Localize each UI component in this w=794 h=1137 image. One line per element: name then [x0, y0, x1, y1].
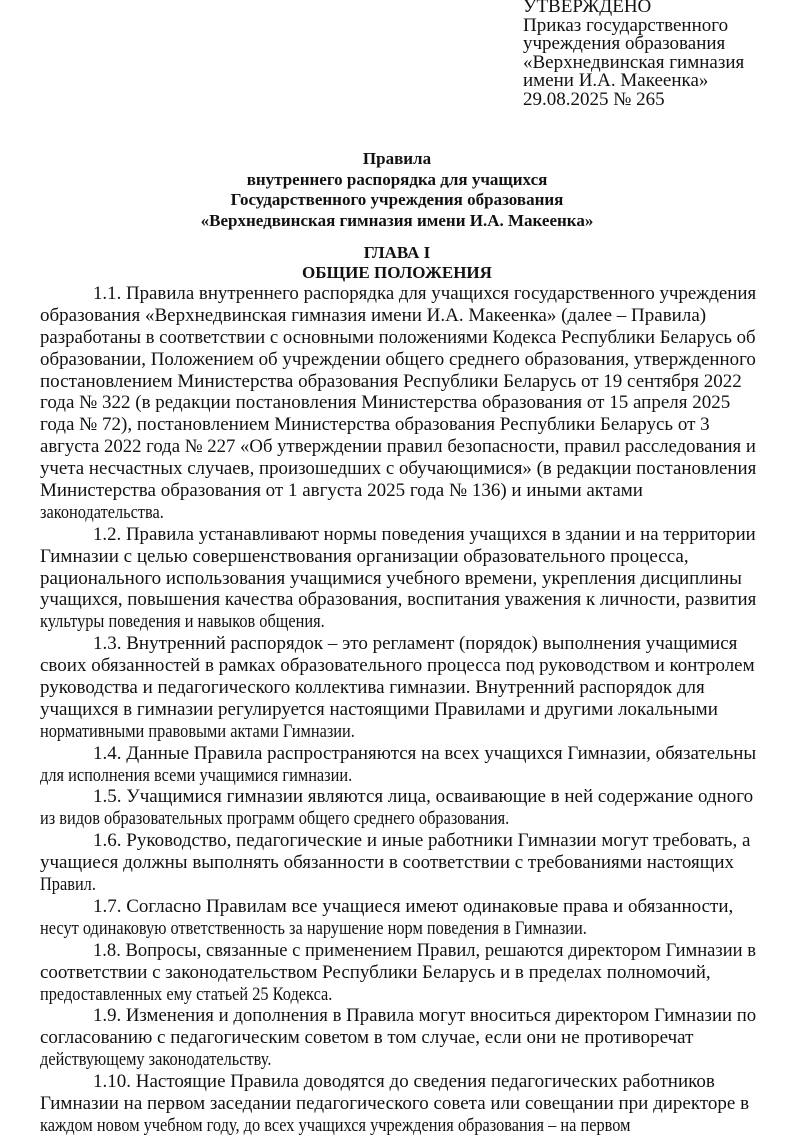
text-line: [40, 589, 756, 611]
approval-line: имени И.А. Макеенка»: [523, 70, 709, 91]
text-line: [40, 349, 756, 371]
text-line: [40, 918, 756, 940]
text-line: [40, 1005, 756, 1027]
paragraph: [40, 283, 756, 524]
text-line: [40, 1093, 756, 1115]
title-line: внутреннего распорядка для учащихся: [246, 169, 548, 189]
text-line-content: года № 72), постановлением Министерства образования Республики Беларусь от 3: [40, 414, 710, 436]
text-line: [40, 568, 756, 590]
text-line-content: согласованию с педагогическим советом в том случае, если они не противоречат: [40, 1027, 694, 1049]
text-line-content: 1.7. Согласно Правилам все учащиеся имеют одинаковые права и обязанности,: [93, 895, 734, 917]
paragraph: [40, 940, 756, 1006]
text-line: [40, 611, 756, 633]
text-line: [40, 327, 756, 349]
text-line-content: Правил.: [40, 874, 96, 896]
text-line: [40, 765, 756, 787]
text-line-content: разработаны в соответствии с основными положениями Кодекса Республики Беларусь об: [40, 326, 756, 348]
paragraph: [40, 830, 756, 896]
text-line: [40, 283, 756, 305]
text-line-content: предоставленных ему статьей 25 Кодекса.: [40, 983, 333, 1005]
approval-stamp: [523, 0, 744, 109]
text-line: [40, 1049, 756, 1071]
text-line: [40, 458, 756, 480]
text-line-content: 1.5. Учащимися гимназии являются лица, осваивающие в ней содержание одного: [93, 786, 754, 808]
chapter-name: ОБЩИЕ ПОЛОЖЕНИЯ: [302, 263, 492, 282]
text-line-content: 1.10. Настоящие Правила доводятся до сведения педагогических работников: [93, 1071, 715, 1093]
text-line: [40, 655, 756, 677]
text-line: [40, 524, 756, 546]
text-line: [40, 984, 756, 1006]
text-line: [40, 896, 756, 918]
text-line-content: несут одинаковую ответственность за нарушение норм поведения в Гимназии.: [40, 917, 587, 939]
text-line: [40, 808, 756, 830]
text-line: [40, 305, 756, 327]
text-line-content: для исполнения всеми учащимися гимназии.: [40, 764, 353, 786]
text-line: [40, 743, 756, 765]
approval-line: 29.08.2025 № 265: [523, 88, 665, 110]
chapter-heading: [0, 243, 794, 283]
paragraph: [40, 633, 756, 742]
text-line-content: 1.4. Данные Правила распространяются на всех учащихся Гимназии, обязательны: [93, 742, 757, 764]
text-line-content: культуры поведения и навыков общения.: [40, 611, 325, 633]
text-line-content: законодательства.: [40, 501, 164, 523]
text-line: [40, 1027, 756, 1049]
text-line-content: учащихся в гимназии регулируется настоящими Правилами и другими локальными: [40, 698, 718, 720]
title-line: Правила: [362, 149, 432, 168]
text-line-content: Гимназии с целью совершенствования организации образовательного процесса,: [40, 545, 689, 567]
text-line-content: постановлением Министерства образования Республики Беларусь от 19 сентября 2022: [40, 370, 742, 392]
text-line: [40, 677, 756, 699]
text-line-content: Министерства образования от 1 августа 2025 года № 136) и иными актами: [40, 480, 643, 502]
text-line-content: образования «Верхнедвинская гимназия имени И.А. Макеенка» (далее – Правила): [40, 304, 707, 326]
text-line-content: года № 322 (в редакции постановления Министерства образования от 15 апреля 2025: [40, 392, 731, 414]
text-line-content: рационального использования учащимися учебного времени, укрепления дисциплины: [40, 567, 742, 589]
text-line: [40, 830, 756, 852]
paragraph: [40, 896, 756, 940]
text-line-content: августа 2022 года № 227 «Об утверждении правил безопасности, правил расследования и: [40, 436, 756, 458]
text-line-content: 1.9. Изменения и дополнения в Правила могут вноситься директором Гимназии по: [93, 1005, 757, 1027]
text-line: [40, 786, 756, 808]
text-line-content: Гимназии на первом заседании педагогического совета или совещании при директоре в: [40, 1092, 750, 1114]
text-line-content: учета несчастных случаев, произошедших с обучающимися» (в редакции постановления: [40, 458, 757, 480]
text-line-content: руководства и педагогического коллектива гимназии. Внутренний распорядок для: [40, 677, 705, 699]
text-line: [40, 852, 756, 874]
title-line: «Верхнедвинская гимназия имени И.А. Макеенка»: [200, 210, 594, 230]
text-line-content: 1.8. Вопросы, связанные с применением Правил, решаются директором Гимназии в: [93, 939, 756, 961]
document-title: [0, 149, 794, 231]
text-line-content: своих обязанностей в рамках образовательного процесса под руководством и контролем: [40, 655, 755, 677]
text-line: [40, 371, 756, 393]
text-line-content: 1.1. Правила внутреннего распорядка для учащихся государственного учреждения: [93, 283, 757, 304]
paragraph: [40, 1071, 756, 1137]
text-line: [40, 699, 756, 721]
text-line-content: из видов образовательных программ общего среднего образования.: [40, 808, 510, 830]
chapter-number: ГЛАВА I: [363, 243, 431, 262]
paragraph: [40, 786, 756, 830]
text-line-content: соответствии с законодательством Республики Беларусь и в пределах полномочий,: [40, 961, 711, 983]
approval-line: «Верхнедвинская гимназия: [523, 51, 745, 73]
text-line: [40, 546, 756, 568]
text-line-content: нормативными правовыми актами Гимназии.: [40, 720, 355, 742]
paragraph: [40, 743, 756, 787]
text-line: [40, 414, 756, 436]
text-line: [40, 874, 756, 896]
paragraph: [40, 1005, 756, 1071]
approval-line: учреждения образования: [523, 33, 726, 54]
text-line-content: 1.6. Руководство, педагогические и иные работники Гимназии могут требовать, а: [93, 830, 751, 852]
approval-line: УТВЕРЖДЕНО: [523, 0, 652, 17]
text-line: [40, 940, 756, 962]
text-line-content: действующему законодательству.: [40, 1049, 272, 1071]
text-line-content: учащиеся должны выполнять обязанности в соответствии с требованиями настоящих: [40, 852, 735, 874]
text-line: [40, 392, 756, 414]
text-line: [40, 962, 756, 984]
paragraph: [40, 524, 756, 633]
text-line: [40, 502, 756, 524]
approval-line: Приказ государственного: [523, 14, 729, 36]
document-body: [40, 283, 756, 1137]
text-line: [40, 633, 756, 655]
text-line: [40, 1071, 756, 1093]
text-line-content: образовании, Положением об учреждении общего среднего образования, утвержденного: [40, 348, 756, 370]
text-line-content: учащихся, повышения качества образования, воспитания уважения к личности, развития: [40, 589, 757, 611]
text-line: [40, 721, 756, 743]
text-line-content: каждом новом учебном году, до всех учащихся учреждения образования – на первом: [40, 1114, 631, 1136]
title-line: Государственного учреждения образования: [230, 190, 564, 209]
text-line-content: 1.3. Внутренний распорядок – это регламент (порядок) выполнения учащимися: [93, 633, 738, 655]
text-line: [40, 480, 756, 502]
text-line: [40, 436, 756, 458]
text-line: [40, 1115, 756, 1137]
text-line-content: 1.2. Правила устанавливают нормы поведения учащихся в здании и на территории: [93, 523, 756, 545]
